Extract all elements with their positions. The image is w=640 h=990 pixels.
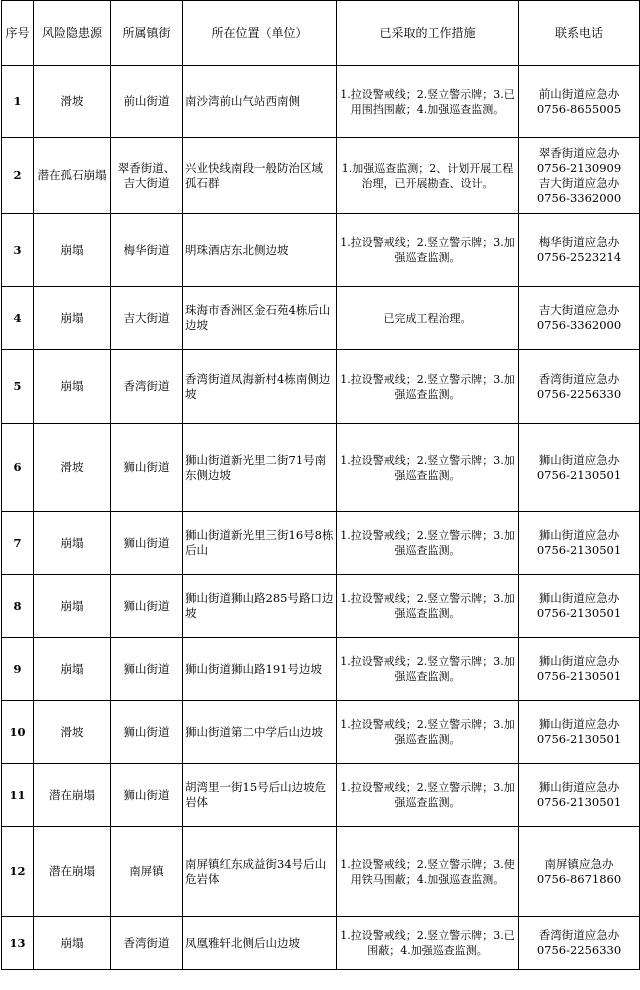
cell-location: 香湾街道凤海新村4栋南侧边坡 — [183, 350, 337, 424]
cell-town: 狮山街道 — [111, 764, 183, 827]
cell-town: 吉大街道 — [111, 287, 183, 350]
contact-office: 狮山街道应急办 — [538, 591, 620, 605]
cell-measures: 1.加强巡查监测；2、计划开展工程治理，已开展勘查、设计。 — [337, 138, 519, 214]
cell-phone — [519, 575, 640, 638]
table-row — [2, 701, 640, 764]
cell-location: 明珠酒店东北侧边坡 — [183, 214, 337, 287]
header-row — [2, 1, 640, 66]
cell-measures: 1.拉设警戒线；2.竖立警示牌；3.已围蔽；4.加强巡查监测。 — [337, 917, 519, 970]
cell-town: 狮山街道 — [111, 701, 183, 764]
cell-phone — [519, 138, 640, 214]
cell-town: 狮山街道 — [111, 424, 183, 512]
cell-town: 南屏镇 — [111, 827, 183, 917]
phone-number: 0756-2130909 — [536, 160, 622, 175]
cell-source: 滑坡 — [34, 66, 111, 138]
cell-source: 崩塌 — [34, 575, 111, 638]
phone-number: 0756-2130501 — [536, 543, 622, 557]
phone-number: 0756-3362000 — [536, 190, 622, 205]
table-row — [2, 424, 640, 512]
cell-phone — [519, 638, 640, 701]
table-row — [2, 827, 640, 917]
phone-number: 0756-2523214 — [536, 250, 622, 264]
header-town: 所属镇街 — [111, 1, 183, 66]
cell-source: 崩塌 — [34, 917, 111, 970]
cell-source: 潜在崩塌 — [34, 827, 111, 917]
cell-no: 12 — [2, 827, 34, 917]
cell-phone — [519, 350, 640, 424]
hazard-table — [1, 0, 640, 970]
cell-location: 南沙湾前山气站西南侧 — [183, 66, 337, 138]
table-row — [2, 287, 640, 350]
cell-source: 崩塌 — [34, 214, 111, 287]
table-row — [2, 917, 640, 970]
table-row — [2, 214, 640, 287]
table-row — [2, 66, 640, 138]
cell-no: 4 — [2, 287, 34, 350]
cell-no: 11 — [2, 764, 34, 827]
phone-number: 0756-2130501 — [536, 467, 622, 482]
cell-phone — [519, 701, 640, 764]
cell-source: 崩塌 — [34, 512, 111, 575]
contact-office: 狮山街道应急办 — [538, 780, 620, 794]
table-row — [2, 638, 640, 701]
cell-location: 狮山街道新光里二街71号南东侧边坡 — [183, 424, 337, 512]
table-body — [2, 66, 640, 970]
contact-office: 狮山街道应急办 — [538, 528, 620, 542]
cell-town: 前山街道 — [111, 66, 183, 138]
contact-office: 前山街道应急办 — [538, 86, 620, 101]
header-location: 所在位置（单位） — [183, 1, 337, 66]
cell-location: 狮山街道狮山路191号边坡 — [183, 638, 337, 701]
contact-office: 香湾街道应急办 — [538, 371, 620, 386]
cell-phone — [519, 764, 640, 827]
cell-measures: 1.拉设警戒线；2.竖立警示牌；3.加强巡查监测。 — [337, 575, 519, 638]
phone-number: 0756-2130501 — [536, 732, 622, 746]
table-row — [2, 764, 640, 827]
header-no: 序号 — [2, 1, 34, 66]
cell-phone — [519, 827, 640, 917]
contact-office: 吉大街道应急办 — [538, 175, 620, 190]
contact-office: 翠香街道应急办 — [538, 145, 620, 160]
cell-location: 狮山街道第二中学后山边坡 — [183, 701, 337, 764]
cell-no: 5 — [2, 350, 34, 424]
cell-source: 潜在孤石崩塌 — [34, 138, 111, 214]
phone-number: 0756-8671860 — [536, 871, 622, 886]
cell-location: 胡湾里一街15号后山边坡危岩体 — [183, 764, 337, 827]
table-row — [2, 350, 640, 424]
contact-office: 南屏镇应急办 — [544, 856, 614, 871]
cell-phone — [519, 287, 640, 350]
phone-number: 0756-2256330 — [536, 386, 622, 401]
phone-number: 0756-3362000 — [536, 318, 622, 332]
phone-number: 0756-8655005 — [536, 101, 622, 116]
contact-office: 狮山街道应急办 — [538, 452, 620, 467]
cell-measures: 1.拉设警戒线；2.竖立警示牌；3.加强巡查监测。 — [337, 350, 519, 424]
phone-number: 0756-2130501 — [536, 795, 622, 809]
cell-no: 2 — [2, 138, 34, 214]
cell-source: 崩塌 — [34, 638, 111, 701]
phone-number: 0756-2130501 — [536, 606, 622, 620]
cell-phone — [519, 66, 640, 138]
cell-measures: 1.拉设警戒线；2.竖立警示牌；3.加强巡查监测。 — [337, 764, 519, 827]
header-measures: 已采取的工作措施 — [337, 1, 519, 66]
contact-office: 吉大街道应急办 — [538, 303, 620, 317]
header-source: 风险隐患源 — [34, 1, 111, 66]
phone-number: 0756-2256330 — [536, 943, 622, 957]
cell-location: 南屏镇红东成益街34号后山危岩体 — [183, 827, 337, 917]
cell-no: 3 — [2, 214, 34, 287]
cell-phone — [519, 214, 640, 287]
cell-measures: 1.拉设警戒线；2.竖立警示牌；3.加强巡查监测。 — [337, 512, 519, 575]
cell-phone — [519, 424, 640, 512]
contact-office: 狮山街道应急办 — [538, 654, 620, 668]
cell-source: 崩塌 — [34, 287, 111, 350]
cell-measures: 1.拉设警戒线；2.竖立警示牌；3.加强巡查监测。 — [337, 214, 519, 287]
table-row — [2, 575, 640, 638]
cell-no: 6 — [2, 424, 34, 512]
cell-no: 1 — [2, 66, 34, 138]
cell-location: 凤凰雅轩北侧后山边坡 — [183, 917, 337, 970]
cell-phone — [519, 917, 640, 970]
cell-no: 7 — [2, 512, 34, 575]
phone-number: 0756-2130501 — [536, 669, 622, 683]
cell-source: 滑坡 — [34, 701, 111, 764]
cell-town: 梅华街道 — [111, 214, 183, 287]
cell-town: 狮山街道 — [111, 575, 183, 638]
cell-measures: 1.拉设警戒线；2.竖立警示牌；3.加强巡查监测。 — [337, 701, 519, 764]
cell-town: 香湾街道 — [111, 350, 183, 424]
cell-location: 狮山街道新光里三街16号8栋后山 — [183, 512, 337, 575]
cell-town: 翠香街道、吉大街道 — [111, 138, 183, 214]
cell-location: 珠海市香洲区金石苑4栋后山边坡 — [183, 287, 337, 350]
header-phone: 联系电话 — [519, 1, 640, 66]
cell-no: 10 — [2, 701, 34, 764]
cell-phone — [519, 512, 640, 575]
cell-measures: 1.拉设警戒线；2.竖立警示牌；3.加强巡查监测。 — [337, 638, 519, 701]
cell-source: 崩塌 — [34, 350, 111, 424]
cell-location: 兴业快线南段一般防治区域孤石群 — [183, 138, 337, 214]
cell-no: 13 — [2, 917, 34, 970]
cell-measures: 1.拉设警戒线；2.竖立警示牌；3.使用铁马围蔽；4.加强巡查监测。 — [337, 827, 519, 917]
table-row — [2, 512, 640, 575]
cell-location: 狮山街道狮山路285号路口边坡 — [183, 575, 337, 638]
cell-measures: 已完成工程治理。 — [337, 287, 519, 350]
cell-measures: 1.拉设警戒线；2.竖立警示牌；3.加强巡查监测。 — [337, 424, 519, 512]
cell-no: 9 — [2, 638, 34, 701]
cell-town: 香湾街道 — [111, 917, 183, 970]
cell-source: 滑坡 — [34, 424, 111, 512]
cell-measures: 1.拉设警戒线；2.竖立警示牌；3.已用围挡围蔽；4.加强巡查监测。 — [337, 66, 519, 138]
contact-office: 香湾街道应急办 — [538, 928, 620, 942]
contact-office: 狮山街道应急办 — [538, 717, 620, 731]
cell-town: 狮山街道 — [111, 512, 183, 575]
cell-town: 狮山街道 — [111, 638, 183, 701]
cell-source: 潜在崩塌 — [34, 764, 111, 827]
cell-no: 8 — [2, 575, 34, 638]
table-row — [2, 138, 640, 214]
contact-office: 梅华街道应急办 — [538, 235, 620, 249]
